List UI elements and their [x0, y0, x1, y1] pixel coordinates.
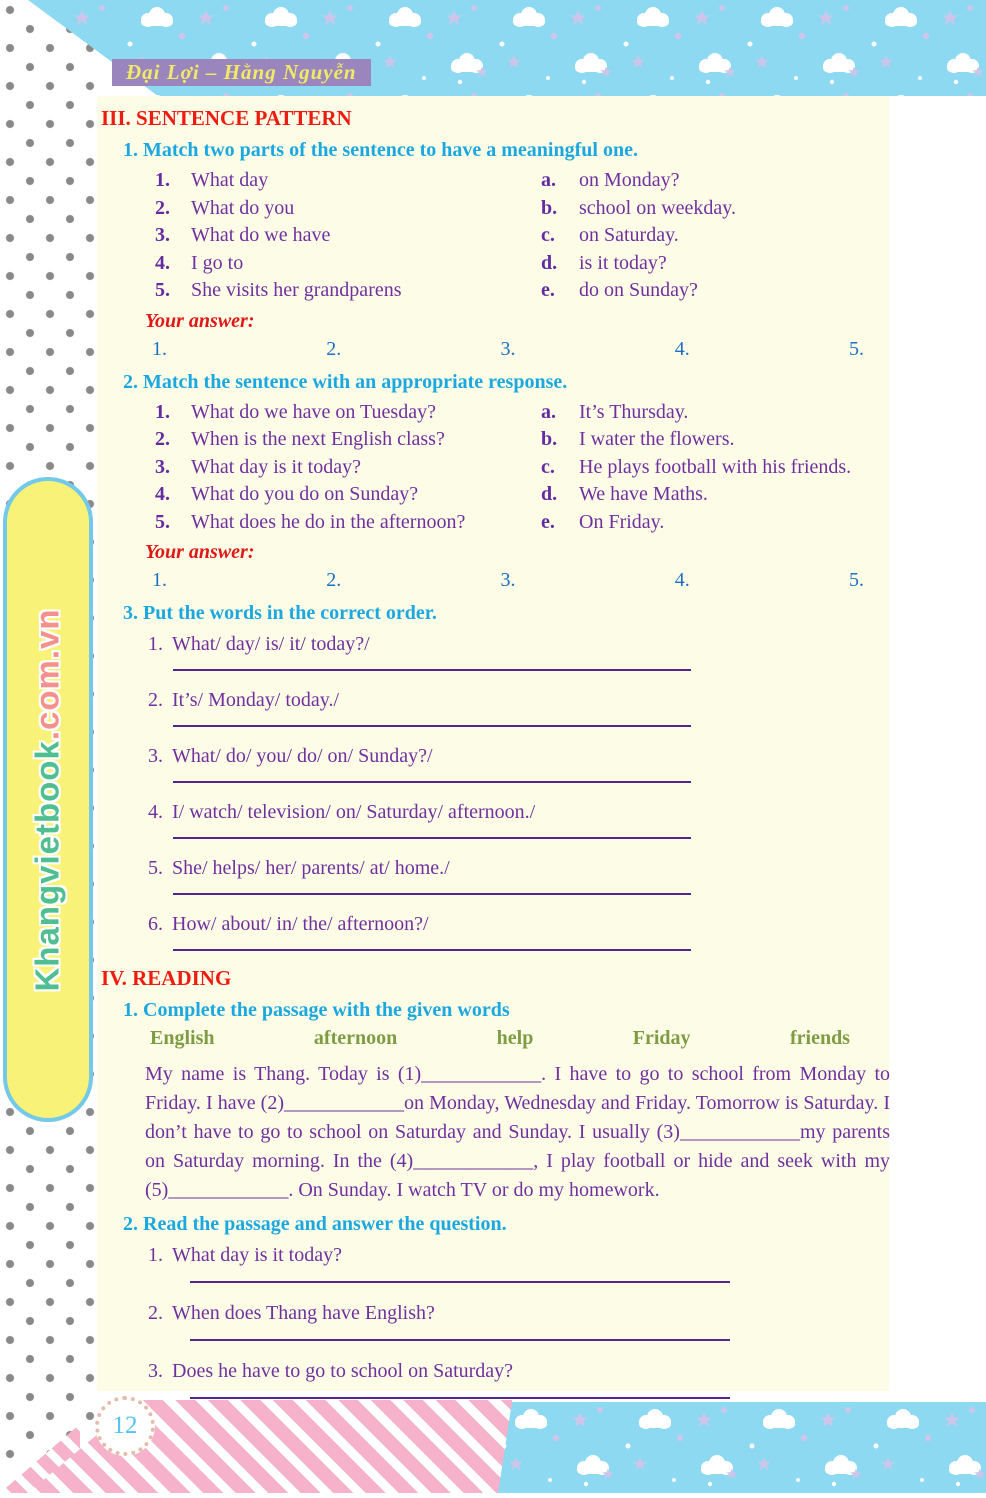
answer-line	[190, 1397, 730, 1399]
match-right-item: On Friday.	[579, 510, 665, 533]
word-bank-item: friends	[789, 1027, 850, 1049]
your-answer-label: Your answer:	[145, 541, 255, 563]
item-letter: b.	[541, 196, 558, 219]
reading-passage: My name is Thang. Today is (1)____________. I have to go to school from Monday to Friday. I have (2)____________on Monday, Wednesday and Friday. Tomorrow is Saturday. I don’t have to go to school on Saturday and Sunday. I usually (3)____________my parents on Saturday morning. In the (4)____________, I play football or hide and seek with my (5)____________. On Sunday. I watch TV or do my homework.	[145, 1063, 890, 1201]
answer-line	[173, 725, 691, 727]
answer-line	[173, 781, 691, 783]
match-left-item: When is the next English class?	[191, 428, 445, 450]
match-right-item: on Monday?	[579, 169, 680, 191]
match-right-item: school on weekday.	[579, 196, 736, 219]
match-left-item: She visits her grandparens	[191, 279, 402, 301]
question-text: When does Thang have English?	[172, 1302, 435, 1324]
word-bank-item: help	[496, 1027, 534, 1049]
item-number: 2.	[155, 196, 170, 219]
answer-line	[173, 669, 691, 671]
match-right-item: It’s Thursday.	[579, 400, 689, 423]
answer-line	[190, 1339, 730, 1341]
authors-label: Đại Lợi – Hằng Nguyễn	[112, 59, 371, 86]
order-item-text: What/ do/ you/ do/ on/ Sunday?/	[172, 745, 433, 767]
order-item-text: How/ about/ in/ the/ afternoon?/	[172, 913, 429, 935]
match-right-item: is it today?	[579, 251, 667, 274]
exercise-2-title: 2. Match the sentence with an appropriate response.	[123, 370, 568, 393]
answer-line	[173, 949, 691, 951]
reading-question	[148, 1357, 889, 1399]
item-number: 2.	[148, 1302, 163, 1324]
match-right-item: on Saturday.	[579, 224, 679, 246]
answer-slot: 5.	[849, 569, 864, 591]
item-number: 3.	[148, 745, 163, 767]
item-number: 1.	[148, 633, 163, 655]
answer-slot: 4.	[674, 569, 690, 591]
answer-slot: 4.	[674, 337, 690, 360]
match-right-item: do on Sunday?	[579, 279, 698, 301]
order-item	[148, 686, 889, 727]
match-right-item: He plays football with his friends.	[579, 455, 852, 478]
item-number: 3.	[155, 455, 170, 478]
item-letter: e.	[541, 510, 555, 533]
watermark-site-name: Khangvietbook	[29, 739, 66, 992]
order-item	[148, 854, 889, 895]
match-right-item: I water the flowers.	[579, 428, 735, 450]
order-item	[148, 910, 889, 951]
section-title-sentence-pattern: III. SENTENCE PATTERN	[101, 106, 352, 130]
item-number: 1.	[148, 1244, 163, 1266]
item-letter: d.	[541, 483, 558, 505]
reading-exercise-1-title: 1. Complete the passage with the given words	[123, 999, 510, 1021]
word-bank-item: afternoon	[313, 1027, 398, 1049]
answer-slots-row	[152, 335, 864, 363]
worksheet-page	[97, 96, 889, 1391]
bottom-blue-band	[498, 1402, 986, 1493]
answer-line	[173, 837, 691, 839]
exercise-1-title: 1. Match two parts of the sentence to have a meaningful one.	[123, 139, 638, 161]
answer-slot: 5.	[849, 337, 864, 360]
page-number: 12	[112, 1412, 138, 1439]
item-letter: e.	[541, 279, 555, 301]
order-item-text: It’s/ Monday/ today./	[172, 689, 340, 711]
match-right-item: We have Maths.	[579, 483, 708, 505]
page-number-badge	[95, 1396, 155, 1456]
order-item	[148, 630, 889, 671]
order-item-text: What/ day/ is/ it/ today?/	[172, 633, 370, 655]
answer-slot: 3.	[500, 337, 516, 360]
match-left-item: What day	[191, 169, 269, 191]
item-letter: c.	[541, 455, 555, 478]
order-item-text: I/ watch/ television/ on/ Saturday/ afternoon./	[172, 801, 536, 823]
match-left-item: I go to	[191, 251, 244, 274]
match-left-item: What do you	[191, 196, 295, 219]
answer-slot: 3.	[500, 569, 516, 591]
item-number: 1.	[155, 169, 170, 191]
order-item	[148, 742, 889, 783]
item-number: 4.	[148, 801, 163, 823]
item-number: 5.	[148, 857, 163, 879]
item-number: 5.	[155, 510, 170, 533]
reading-question	[148, 1241, 889, 1283]
answer-slot: 1.	[152, 337, 167, 360]
answer-line	[173, 893, 691, 895]
item-letter: a.	[541, 400, 556, 423]
match-left-item: What day is it today?	[191, 455, 361, 478]
word-bank-item: English	[150, 1027, 215, 1049]
item-number: 2.	[155, 428, 170, 450]
item-number: 3.	[148, 1360, 163, 1382]
item-number: 3.	[155, 224, 170, 246]
item-number: 4.	[155, 483, 170, 505]
item-number: 1.	[155, 400, 170, 423]
item-letter: c.	[541, 224, 555, 246]
item-letter: b.	[541, 428, 558, 450]
item-number: 2.	[148, 689, 163, 711]
answer-slot: 2.	[326, 569, 342, 591]
your-answer-label: Your answer:	[145, 309, 255, 332]
item-number: 6.	[148, 913, 163, 935]
answer-line	[190, 1281, 730, 1283]
item-number: 4.	[155, 251, 170, 274]
order-item	[148, 798, 889, 839]
match-left-item: What do we have	[191, 224, 331, 246]
word-bank	[150, 1027, 850, 1050]
item-letter: a.	[541, 169, 556, 191]
watermark-pill	[3, 477, 93, 1122]
reading-exercise-2-title: 2. Read the passage and answer the question.	[123, 1213, 507, 1235]
match-left-item: What does he do in the afternoon?	[191, 510, 466, 533]
item-number: 5.	[155, 279, 170, 301]
order-item-text: She/ helps/ her/ parents/ at/ home./	[172, 857, 450, 879]
question-text: Does he have to go to school on Saturday?	[172, 1360, 514, 1382]
exercise-3-title: 3. Put the words in the correct order.	[123, 602, 437, 624]
answer-slots-row	[152, 566, 864, 594]
watermark-text	[29, 608, 67, 991]
match-list-2	[155, 399, 889, 537]
answer-slot: 1.	[152, 569, 167, 591]
reading-question	[148, 1299, 889, 1341]
question-text: What day is it today?	[172, 1244, 342, 1266]
watermark-site-domain: .com.vn	[29, 607, 66, 740]
word-bank-item: Friday	[632, 1027, 691, 1049]
match-list-1	[155, 167, 889, 305]
match-left-item: What do you do on Sunday?	[191, 483, 419, 505]
item-letter: d.	[541, 251, 558, 274]
section-title-reading: IV. READING	[101, 966, 232, 990]
cloud-star-pattern	[498, 1402, 986, 1493]
match-left-item: What do we have on Tuesday?	[191, 400, 436, 423]
answer-slot: 2.	[326, 337, 342, 360]
